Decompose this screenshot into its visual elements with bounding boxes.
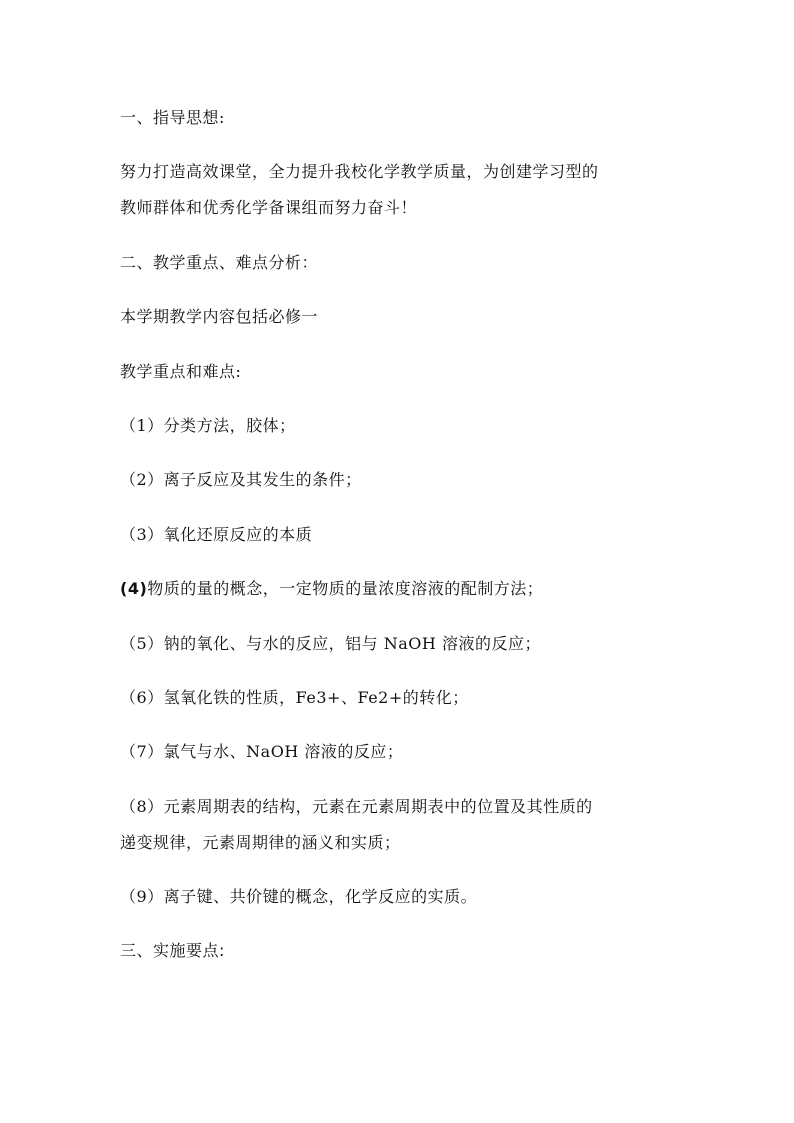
list-item-6: （6）氢氧化铁的性质，Fe3+、Fe2+的转化；: [120, 687, 469, 707]
paragraph-guiding-ideology-line-2: 教师群体和优秀化学备课组而努力奋斗！: [120, 198, 418, 218]
list-item-4-number: (4): [120, 579, 148, 599]
list-item-7: （7）氯气与水、NaOH 溶液的反应；: [120, 742, 404, 762]
heading-implementation-points: 三、实施要点:: [120, 941, 225, 961]
list-item-5: （5）钠的氧化、与水的反应，铝与 NaOH 溶液的反应；: [120, 633, 541, 653]
list-item-2: （2）离子反应及其发生的条件；: [120, 470, 362, 490]
list-item-9: （9）离子键、共价键的概念，化学反应的实质。: [120, 887, 478, 907]
list-item-8-line-1: （8）元素周期表的结构，元素在元素周期表中的位置及其性质的: [120, 796, 593, 816]
paragraph-key-points-label: 教学重点和难点:: [120, 361, 242, 381]
paragraph-guiding-ideology-line-1: 努力打造高效课堂，全力提升我校化学教学质量，为创建学习型的: [120, 162, 599, 182]
list-item-1: （1）分类方法，胶体；: [120, 415, 296, 435]
document-body: [120, 100, 680, 988]
list-item-4-text: 物质的量的概念，一定物质的量浓度溶液的配制方法；: [147, 579, 544, 599]
list-item-4: [120, 571, 680, 625]
list-item-8-line-2: 递变规律，元素周期律的涵义和实质；: [120, 832, 401, 852]
paragraph-teaching-content: 本学期教学内容包括必修一: [120, 307, 319, 327]
list-item-3: （3）氧化还原反应的本质: [120, 524, 313, 544]
heading-guiding-ideology: 一、指导思想:: [120, 108, 225, 127]
heading-key-points-analysis: 二、教学重点、难点分析：: [120, 252, 319, 272]
